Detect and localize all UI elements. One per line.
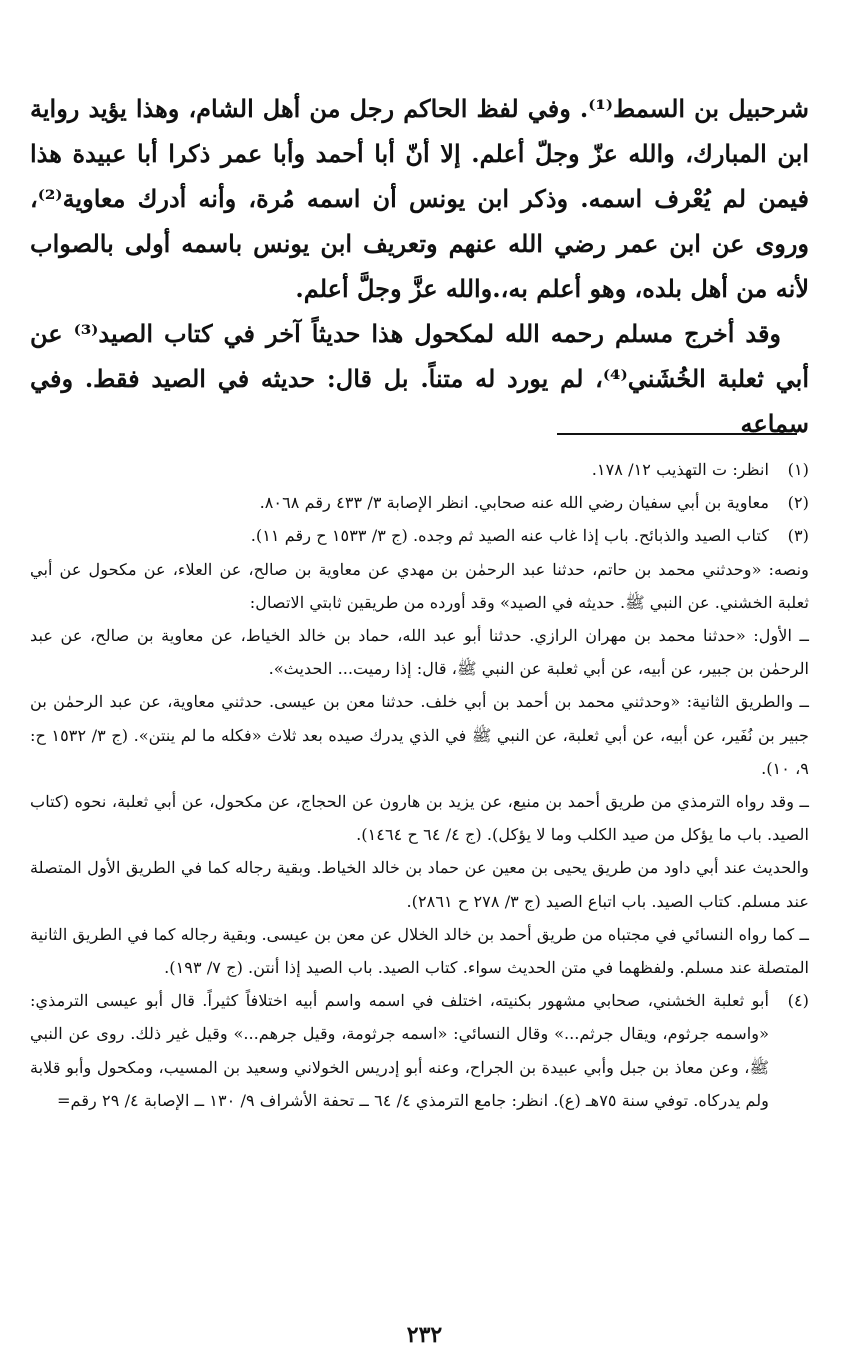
footnote-text: ونصه: «وحدثني محمد بن حاتم، حدثنا عبد الرحمٰن بن مهدي عن معاوية بن صالح، عن العلاء، عن مكحول عن أبي ثعلبة الخشني. عن النبي ﷺ. حديثه في الصيد» وقد أورده من طريقين ثابتي الاتصال: [30,559,809,612]
main-paragraph: شرحبيل بن السمط⁽¹⁾. وفي لفظ الحاكم رجل من أهل الشام، وهذا يؤيد رواية ابن المبارك، والله عزّ وجلّ أعلم. إلا أنّ أبا أحمد وأبا عمر ذكرا أبا عبيدة هذا فيمن لم يُعْرف اسمه. وذكر ابن يونس أن اسمه مُرة، وأنه أدرك معاوية⁽²⁾، وروى عن ابن عمر رضي الله عنهم وتعريف ابن يونس باسمه أولى بالصواب لأنه من أهل بلده، وهو أعلم به،.والله عزَّ وجلَّ أعلم. [30,94,809,303]
footnote-text: ــ الأول: «حدثنا محمد بن مهران الرازي. حدثنا أبو عبد الله، حماد بن خالد الخياط، عن معاوية بن صالح، عن عبد الرحمٰن بن جبير، عن أبيه، عن أبي ثعلبة عن النبي ﷺ، قال: إذا رميت... الحديث». [30,626,809,679]
footnote-text: أبو ثعلبة الخشني، صحابي مشهور بكنيته، اختلف في اسمه واسم أبيه اختلافاً كثيراً. قال أبو عيسى الترمذي: «واسمه جرثوم، ويقال جرثم...» وقال النسائي: «اسمه جرثومة، وقيل جرهم...» وقيل غير ذلك. روى عن النبي ﷺ، وعن معاذ بن جبل وأبي عبيدة بن الجراح، وعنه أبو إدريس الخولاني وسعيد بن المسيب، ومكحول وأبو قلابة ولم يدركاه. توفي سنة ٧٥هـ (ع). انظر: جامع الترمذي ٤/ ٦٤ ــ تحفة الأشراف ٩/ ١٣٠ ــ الإصابة ٤/ ٢٩ رقم= [30,991,769,1110]
footnote [30,486,809,519]
footnote-text: ــ وقد رواه الترمذي من طريق أحمد بن منيع، عن يزيد بن هارون عن الحجاج، عن مكحول، عن أبي ثعلبة، نحوه (كتاب الصيد. باب ما يؤكل من صيد الكلب وما لا يؤكل). (ج ٤/ ٦٤ ح ١٤٦٤). [30,792,809,845]
footnote-body [30,486,769,519]
main-text [30,86,809,446]
main-paragraph: وقد أخرج مسلم رحمه الله لمكحول هذا حديثاً آخر في كتاب الصيد⁽³⁾ عن أبي ثعلبة الخُشَني⁽⁴⁾، لم يورد له متناً. بل قال: حديثه في الصيد فقط. وفي سماعه [30,319,810,438]
footnote-separator [557,433,797,435]
footnote-text: ــ والطريق الثانية: «وحدثني محمد بن أحمد بن أبي خلف. حدثنا معن بن عيسى. حدثني معاوية، عن عبد الرحمٰن بن جبير بن نُفَير، عن أبيه، عن أبي ثعلبة، عن النبي ﷺ في الذي يدرك صيده بعد ثلاث «فكله ما لم ينتن». (ج ٣/ ١٥٣٢ ح: ٩، ١٠). [30,692,809,778]
footnote-body [30,984,769,1117]
footnote-number: (٤) [787,991,809,1011]
footnote [30,984,809,1117]
footnote-number: (٣) [787,526,809,546]
footnote-body [30,519,809,984]
footnote-text: معاوية بن أبي سفيان رضي الله عنه صحابي. انظر الإصابة ٣/ ٤٣٣ رقم ٨٠٦٨. [259,493,769,513]
footnote-number: (٢) [787,493,809,513]
footnote [30,519,809,984]
footnote-number: (١) [787,460,809,479]
page-number: ٢٣٢ [406,1322,443,1348]
footnotes [30,453,809,1117]
footnote-text: كتاب الصيد والذبائح. باب إذا غاب عنه الصيد ثم وجده. (ج ٣/ ١٥٣٣ ح رقم ١١). [250,526,769,546]
footnote-text: ــ كما رواه النسائي في مجتباه من طريق أحمد بن خالد الخلال عن معن بن عيسى. وبقية رجاله كما في الطريق الثانية المتصلة عند مسلم. ولفظهما في متن الحديث سواء. كتاب الصيد. باب الصيد إذا أنتن. (ج ٧/ ١٩٣). [30,924,809,978]
footnote [30,453,809,486]
footnote-body [30,453,769,486]
footnote-text: انظر: ت التهذيب ١٢/ ١٧٨. [591,460,769,479]
footnote-text: والحديث عند أبي داود من طريق يحيى بن معين عن حماد بن خالد الخياط. وبقية رجاله كما في الطريق الأول المتصلة عند مسلم. كتاب الصيد. باب اتباع الصيد (ج ٣/ ٢٧٨ ح ٢٨٦١). [30,858,809,911]
